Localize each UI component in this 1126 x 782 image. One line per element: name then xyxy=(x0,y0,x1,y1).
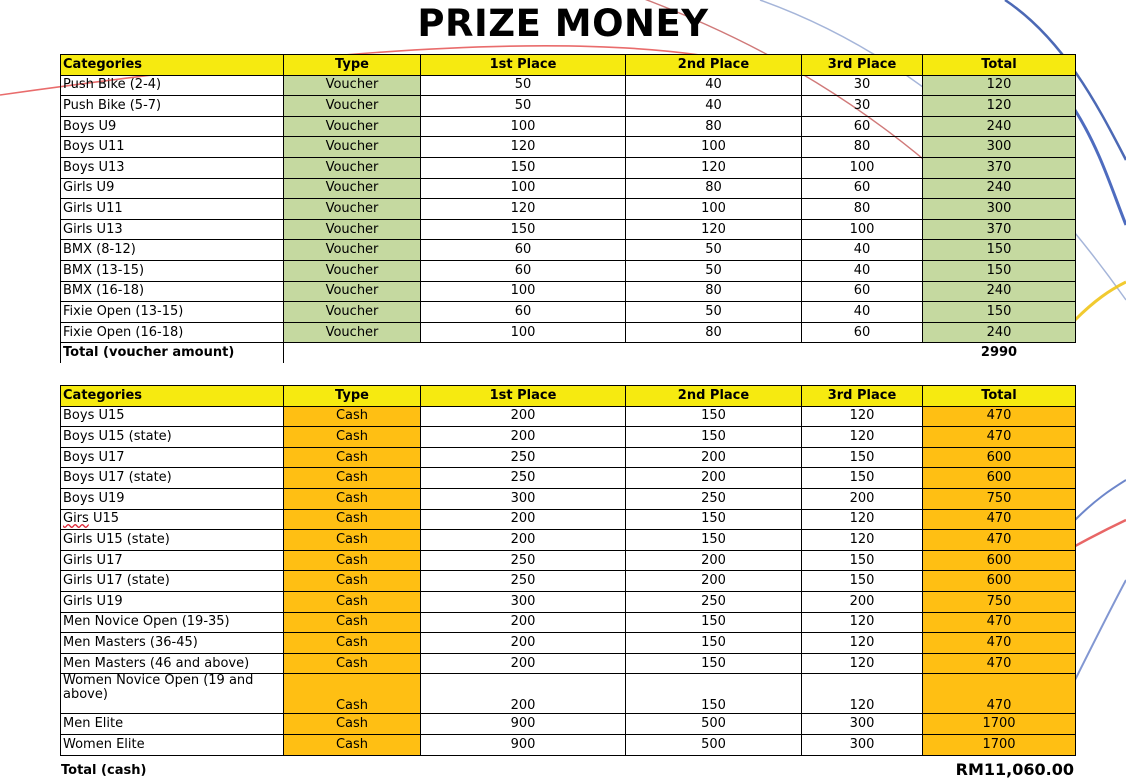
type-cell: Cash xyxy=(284,633,421,654)
voucher-table-row xyxy=(61,75,1076,96)
first-place-cell: 250 xyxy=(421,571,626,592)
total-cell: 150 xyxy=(923,302,1076,323)
third-place-cell: 120 xyxy=(802,427,923,448)
total-cell: 300 xyxy=(923,199,1076,220)
cash-total-label: Total (cash) xyxy=(61,763,147,778)
second-place-cell: 100 xyxy=(626,137,802,158)
first-place-cell: 50 xyxy=(421,75,626,96)
second-place-cell: 150 xyxy=(626,406,802,427)
third-place-cell: 150 xyxy=(802,468,923,489)
second-place-cell: 40 xyxy=(626,75,802,96)
type-cell: Cash xyxy=(284,468,421,489)
category-cell: Push Bike (5-7) xyxy=(61,96,284,117)
second-place-cell: 80 xyxy=(626,281,802,302)
type-cell: Voucher xyxy=(284,322,421,343)
total-cell: 470 xyxy=(923,530,1076,551)
second-place-cell: 50 xyxy=(626,260,802,281)
third-place-cell: 150 xyxy=(802,447,923,468)
first-place-cell: 100 xyxy=(421,281,626,302)
category-cell: Boys U15 xyxy=(61,406,284,427)
category-cell: Boys U19 xyxy=(61,488,284,509)
cash-table-row xyxy=(61,447,1076,468)
first-place-cell: 250 xyxy=(421,550,626,571)
cash-table-row xyxy=(61,550,1076,571)
category-cell: BMX (8-12) xyxy=(61,240,284,261)
voucher-header-row xyxy=(61,55,1076,76)
header-total: Total xyxy=(923,386,1076,407)
type-cell: Cash xyxy=(284,714,421,735)
category-cell: Boys U9 xyxy=(61,116,284,137)
cash-header-row xyxy=(61,386,1076,407)
second-place-cell: 80 xyxy=(626,116,802,137)
voucher-prize-table xyxy=(60,54,1076,363)
third-place-cell: 60 xyxy=(802,322,923,343)
third-place-cell: 120 xyxy=(802,633,923,654)
voucher-total-row xyxy=(61,343,1076,363)
header-2nd-place: 2nd Place xyxy=(626,55,802,76)
voucher-table-row xyxy=(61,322,1076,343)
third-place-cell: 60 xyxy=(802,116,923,137)
first-place-cell: 300 xyxy=(421,591,626,612)
type-cell: Voucher xyxy=(284,219,421,240)
type-cell: Voucher xyxy=(284,260,421,281)
third-place-cell: 80 xyxy=(802,137,923,158)
third-place-cell: 100 xyxy=(802,219,923,240)
category-cell: Girls U19 xyxy=(61,591,284,612)
total-cell: 150 xyxy=(923,240,1076,261)
first-place-cell: 200 xyxy=(421,612,626,633)
category-cell: Men Masters (46 and above) xyxy=(61,653,284,674)
second-place-cell: 40 xyxy=(626,96,802,117)
category-cell: Boys U17 xyxy=(61,447,284,468)
cash-table-row xyxy=(61,468,1076,489)
voucher-table-body xyxy=(61,55,1076,343)
third-place-cell: 120 xyxy=(802,406,923,427)
total-cell: 470 xyxy=(923,427,1076,448)
cash-table-row xyxy=(61,674,1076,714)
second-place-cell: 200 xyxy=(626,468,802,489)
total-cell: 600 xyxy=(923,468,1076,489)
type-cell: Cash xyxy=(284,571,421,592)
first-place-cell: 200 xyxy=(421,530,626,551)
total-cell: 470 xyxy=(923,653,1076,674)
second-place-cell: 150 xyxy=(626,427,802,448)
cash-table-row xyxy=(61,406,1076,427)
second-place-cell: 250 xyxy=(626,591,802,612)
first-place-cell: 900 xyxy=(421,714,626,735)
type-cell: Cash xyxy=(284,530,421,551)
third-place-cell: 200 xyxy=(802,591,923,612)
total-cell: 300 xyxy=(923,137,1076,158)
category-cell: Push Bike (2-4) xyxy=(61,75,284,96)
type-cell: Voucher xyxy=(284,75,421,96)
cash-table-row xyxy=(61,612,1076,633)
third-place-cell: 120 xyxy=(802,530,923,551)
second-place-cell: 150 xyxy=(626,674,802,714)
first-place-cell: 200 xyxy=(421,427,626,448)
first-place-cell: 900 xyxy=(421,734,626,755)
category-cell: Women Elite xyxy=(61,734,284,755)
total-cell: 470 xyxy=(923,509,1076,530)
type-cell: Cash xyxy=(284,509,421,530)
third-place-cell: 100 xyxy=(802,157,923,178)
first-place-cell: 150 xyxy=(421,157,626,178)
voucher-table-row xyxy=(61,137,1076,158)
total-cell: 120 xyxy=(923,96,1076,117)
voucher-table-row xyxy=(61,96,1076,117)
total-cell: 600 xyxy=(923,447,1076,468)
category-cell: Boys U13 xyxy=(61,157,284,178)
cash-prize-table xyxy=(60,385,1076,756)
third-place-cell: 120 xyxy=(802,612,923,633)
type-cell: Cash xyxy=(284,550,421,571)
first-place-cell: 200 xyxy=(421,633,626,654)
total-cell: 470 xyxy=(923,612,1076,633)
second-place-cell: 150 xyxy=(626,509,802,530)
cash-table-body xyxy=(61,386,1076,756)
first-place-cell: 60 xyxy=(421,302,626,323)
category-cell: Girls U17 xyxy=(61,550,284,571)
third-place-cell: 300 xyxy=(802,714,923,735)
first-place-cell: 120 xyxy=(421,199,626,220)
second-place-cell: 500 xyxy=(626,734,802,755)
second-place-cell: 80 xyxy=(626,322,802,343)
total-cell: 150 xyxy=(923,260,1076,281)
second-place-cell: 150 xyxy=(626,633,802,654)
type-cell: Cash xyxy=(284,653,421,674)
category-cell: Girs U15 xyxy=(61,509,284,530)
cash-table-row xyxy=(61,591,1076,612)
voucher-table-row xyxy=(61,281,1076,302)
voucher-table-row xyxy=(61,302,1076,323)
category-cell: Girls U15 (state) xyxy=(61,530,284,551)
category-cell: Boys U15 (state) xyxy=(61,427,284,448)
total-cell: 600 xyxy=(923,571,1076,592)
header-3rd-place: 3rd Place xyxy=(802,386,923,407)
total-cell: 240 xyxy=(923,322,1076,343)
category-cell: BMX (16-18) xyxy=(61,281,284,302)
total-cell: 1700 xyxy=(923,734,1076,755)
second-place-cell: 80 xyxy=(626,178,802,199)
voucher-table-row xyxy=(61,219,1076,240)
third-place-cell: 40 xyxy=(802,240,923,261)
total-cell: 120 xyxy=(923,75,1076,96)
second-place-cell: 50 xyxy=(626,240,802,261)
category-cell: Men Masters (36-45) xyxy=(61,633,284,654)
type-cell: Voucher xyxy=(284,281,421,302)
cash-table-row xyxy=(61,530,1076,551)
third-place-cell: 40 xyxy=(802,302,923,323)
third-place-cell: 200 xyxy=(802,488,923,509)
cash-table-row xyxy=(61,427,1076,448)
header-3rd-place: 3rd Place xyxy=(802,55,923,76)
type-cell: Voucher xyxy=(284,116,421,137)
voucher-table-row xyxy=(61,199,1076,220)
voucher-total-value: 2990 xyxy=(923,343,1076,363)
category-cell: BMX (13-15) xyxy=(61,260,284,281)
type-cell: Voucher xyxy=(284,240,421,261)
cash-total-value: RM11,060.00 xyxy=(955,760,1074,779)
second-place-cell: 250 xyxy=(626,488,802,509)
first-place-cell: 100 xyxy=(421,322,626,343)
page-title: PRIZE MONEY xyxy=(417,2,709,45)
third-place-cell: 80 xyxy=(802,199,923,220)
second-place-cell: 200 xyxy=(626,447,802,468)
cash-table-row xyxy=(61,571,1076,592)
first-place-cell: 60 xyxy=(421,260,626,281)
type-cell: Voucher xyxy=(284,137,421,158)
category-cell: Fixie Open (16-18) xyxy=(61,322,284,343)
cash-table-row xyxy=(61,509,1076,530)
header-categories: Categories xyxy=(61,55,284,76)
second-place-cell: 50 xyxy=(626,302,802,323)
type-cell: Voucher xyxy=(284,157,421,178)
cash-table-row xyxy=(61,714,1076,735)
first-place-cell: 50 xyxy=(421,96,626,117)
voucher-table-row xyxy=(61,260,1076,281)
type-cell: Cash xyxy=(284,612,421,633)
second-place-cell: 100 xyxy=(626,199,802,220)
second-place-cell: 150 xyxy=(626,612,802,633)
third-place-cell: 60 xyxy=(802,281,923,302)
third-place-cell: 150 xyxy=(802,550,923,571)
third-place-cell: 120 xyxy=(802,674,923,714)
header-2nd-place: 2nd Place xyxy=(626,386,802,407)
category-cell: Girls U9 xyxy=(61,178,284,199)
category-cell: Boys U11 xyxy=(61,137,284,158)
first-place-cell: 250 xyxy=(421,447,626,468)
second-place-cell: 120 xyxy=(626,219,802,240)
total-cell: 470 xyxy=(923,406,1076,427)
type-cell: Cash xyxy=(284,674,421,714)
category-cell: Women Novice Open (19 and above) xyxy=(61,674,284,714)
category-cell: Girls U13 xyxy=(61,219,284,240)
cash-table-row xyxy=(61,653,1076,674)
voucher-table-row xyxy=(61,178,1076,199)
second-place-cell: 150 xyxy=(626,653,802,674)
voucher-table-row xyxy=(61,240,1076,261)
type-cell: Voucher xyxy=(284,199,421,220)
first-place-cell: 200 xyxy=(421,406,626,427)
first-place-cell: 150 xyxy=(421,219,626,240)
second-place-cell: 500 xyxy=(626,714,802,735)
cash-table-row xyxy=(61,633,1076,654)
second-place-cell: 150 xyxy=(626,530,802,551)
total-cell: 370 xyxy=(923,219,1076,240)
header-type: Type xyxy=(284,386,421,407)
type-cell: Cash xyxy=(284,447,421,468)
total-cell: 750 xyxy=(923,591,1076,612)
first-place-cell: 200 xyxy=(421,674,626,714)
voucher-table-row xyxy=(61,157,1076,178)
first-place-cell: 100 xyxy=(421,178,626,199)
third-place-cell: 60 xyxy=(802,178,923,199)
third-place-cell: 30 xyxy=(802,75,923,96)
category-cell: Boys U17 (state) xyxy=(61,468,284,489)
type-cell: Cash xyxy=(284,406,421,427)
total-cell: 240 xyxy=(923,281,1076,302)
type-cell: Cash xyxy=(284,591,421,612)
first-place-cell: 200 xyxy=(421,509,626,530)
third-place-cell: 120 xyxy=(802,509,923,530)
type-cell: Voucher xyxy=(284,302,421,323)
type-cell: Voucher xyxy=(284,178,421,199)
total-cell: 240 xyxy=(923,116,1076,137)
category-cell: Girls U11 xyxy=(61,199,284,220)
third-place-cell: 300 xyxy=(802,734,923,755)
total-cell: 600 xyxy=(923,550,1076,571)
type-cell: Cash xyxy=(284,488,421,509)
total-cell: 470 xyxy=(923,674,1076,714)
voucher-total-label: Total (voucher amount) xyxy=(61,343,284,363)
header-1st-place: 1st Place xyxy=(421,55,626,76)
header-type: Type xyxy=(284,55,421,76)
cash-table-row xyxy=(61,488,1076,509)
category-cell: Fixie Open (13-15) xyxy=(61,302,284,323)
first-place-cell: 60 xyxy=(421,240,626,261)
total-cell: 370 xyxy=(923,157,1076,178)
third-place-cell: 150 xyxy=(802,571,923,592)
header-1st-place: 1st Place xyxy=(421,386,626,407)
third-place-cell: 40 xyxy=(802,260,923,281)
first-place-cell: 100 xyxy=(421,116,626,137)
category-cell: Men Novice Open (19-35) xyxy=(61,612,284,633)
type-cell: Cash xyxy=(284,427,421,448)
third-place-cell: 120 xyxy=(802,653,923,674)
category-cell: Girls U17 (state) xyxy=(61,571,284,592)
total-cell: 470 xyxy=(923,633,1076,654)
first-place-cell: 120 xyxy=(421,137,626,158)
type-cell: Cash xyxy=(284,734,421,755)
second-place-cell: 200 xyxy=(626,550,802,571)
third-place-cell: 30 xyxy=(802,96,923,117)
first-place-cell: 300 xyxy=(421,488,626,509)
voucher-total-spacer xyxy=(284,343,923,363)
total-cell: 240 xyxy=(923,178,1076,199)
total-cell: 750 xyxy=(923,488,1076,509)
second-place-cell: 120 xyxy=(626,157,802,178)
header-categories: Categories xyxy=(61,386,284,407)
cash-table-row xyxy=(61,734,1076,755)
first-place-cell: 200 xyxy=(421,653,626,674)
cash-total-row xyxy=(60,760,1075,782)
header-total: Total xyxy=(923,55,1076,76)
second-place-cell: 200 xyxy=(626,571,802,592)
category-cell: Men Elite xyxy=(61,714,284,735)
voucher-table-row xyxy=(61,116,1076,137)
total-cell: 1700 xyxy=(923,714,1076,735)
first-place-cell: 250 xyxy=(421,468,626,489)
type-cell: Voucher xyxy=(284,96,421,117)
